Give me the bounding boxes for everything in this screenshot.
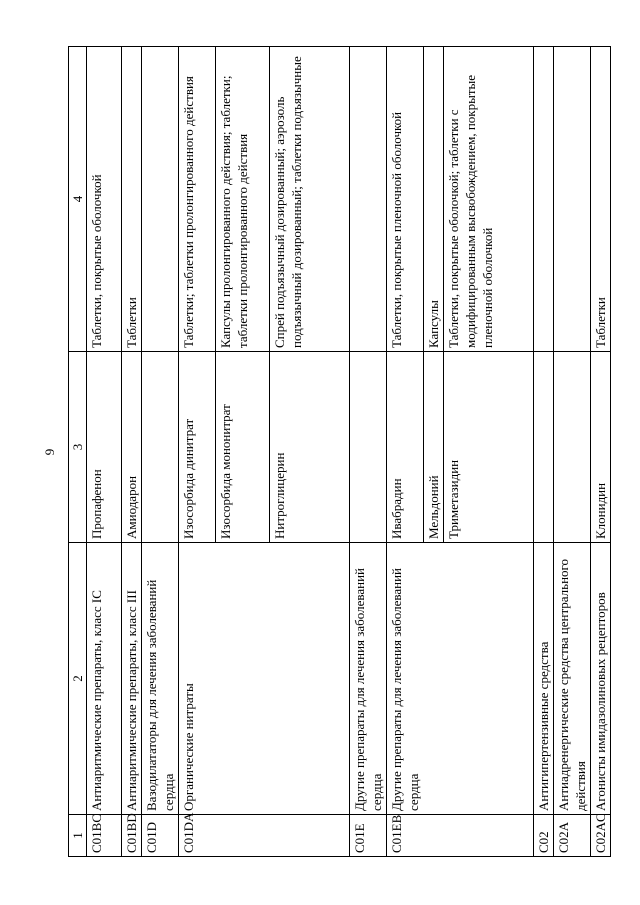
group-name-cell: Антиадренергические средства центрального действия bbox=[554, 543, 591, 815]
atc-code-cell: C02A bbox=[554, 815, 591, 857]
table-header-row bbox=[69, 47, 87, 857]
atc-code-cell: C01BD bbox=[122, 815, 142, 857]
drug-name-cell: Амиодарон bbox=[122, 352, 142, 543]
drug-classification-table bbox=[68, 46, 611, 857]
drug-name-cell: Нитроглицерин bbox=[270, 352, 350, 543]
group-name-cell: Антигипертензивные средства bbox=[534, 543, 554, 815]
table-row bbox=[179, 47, 216, 857]
table-row bbox=[534, 47, 554, 857]
group-name-cell: Другие препараты для лечения заболеваний сердца bbox=[387, 543, 534, 815]
drug-name-cell bbox=[350, 352, 387, 543]
document-page bbox=[40, 47, 608, 857]
group-name-cell: Антиаритмические препараты, класс III bbox=[122, 543, 142, 815]
drug-name-cell: Мельдоний bbox=[424, 352, 444, 543]
dosage-form-cell: Таблетки, покрытые пленочной оболочкой bbox=[387, 47, 424, 352]
atc-code-cell: C01DA bbox=[179, 815, 350, 857]
dosage-form-cell: Капсулы bbox=[424, 47, 444, 352]
dosage-form-cell: Спрей подъязычный дозированный; аэрозоль подъязычный дозированный; таблетки подъязычные bbox=[270, 47, 350, 352]
table-row bbox=[350, 47, 387, 857]
drug-name-cell: Изосорбида динитрат bbox=[179, 352, 216, 543]
dosage-form-cell: Таблетки bbox=[122, 47, 142, 352]
dosage-form-cell: Таблетки, покрытые оболочкой bbox=[87, 47, 122, 352]
table-row bbox=[87, 47, 122, 857]
header-cell: 4 bbox=[69, 47, 87, 352]
atc-code-cell: C01EB bbox=[387, 815, 534, 857]
table-row bbox=[554, 47, 591, 857]
drug-name-cell: Ивабрадин bbox=[387, 352, 424, 543]
drug-name-cell bbox=[534, 352, 554, 543]
atc-code-cell: C02 bbox=[534, 815, 554, 857]
dosage-form-cell bbox=[142, 47, 179, 352]
atc-code-cell: C01E bbox=[350, 815, 387, 857]
drug-name-cell: Пропафенон bbox=[87, 352, 122, 543]
drug-name-cell bbox=[142, 352, 179, 543]
group-name-cell: Вазодилататоры для лечения заболеваний сердца bbox=[142, 543, 179, 815]
drug-name-cell: Триметазидин bbox=[444, 352, 534, 543]
table-row bbox=[122, 47, 142, 857]
atc-code-cell: C01D bbox=[142, 815, 179, 857]
table-row bbox=[142, 47, 179, 857]
drug-name-cell bbox=[554, 352, 591, 543]
dosage-form-cell bbox=[534, 47, 554, 352]
header-cell: 2 bbox=[69, 543, 87, 815]
dosage-form-cell: Таблетки; таблетки пролонгированного действия bbox=[179, 47, 216, 352]
table-row bbox=[387, 47, 424, 857]
table-row bbox=[591, 47, 611, 857]
header-cell: 3 bbox=[69, 352, 87, 543]
dosage-form-cell: Таблетки, покрытые оболочкой; таблетки с модифицированным высвобождением, покрытые пленочной оболочкой bbox=[444, 47, 534, 352]
drug-name-cell: Клонидин bbox=[591, 352, 611, 543]
group-name-cell: Антиаритмические препараты, класс IC bbox=[87, 543, 122, 815]
dosage-form-cell bbox=[554, 47, 591, 352]
atc-code-cell: C01BC bbox=[87, 815, 122, 857]
group-name-cell: Органические нитраты bbox=[179, 543, 350, 815]
header-cell: 1 bbox=[69, 815, 87, 857]
dosage-form-cell: Таблетки bbox=[591, 47, 611, 352]
atc-code-cell: C02AC bbox=[591, 815, 611, 857]
page-number: 9 bbox=[42, 448, 57, 456]
group-name-cell: Агонисты имидазолиновых рецепторов bbox=[591, 543, 611, 815]
group-name-cell: Другие препараты для лечения заболеваний сердца bbox=[350, 543, 387, 815]
dosage-form-cell: Капсулы пролонгированного действия; таблетки; таблетки пролонгированного действия bbox=[216, 47, 270, 352]
drug-name-cell: Изосорбида мононитрат bbox=[216, 352, 270, 543]
dosage-form-cell bbox=[350, 47, 387, 352]
